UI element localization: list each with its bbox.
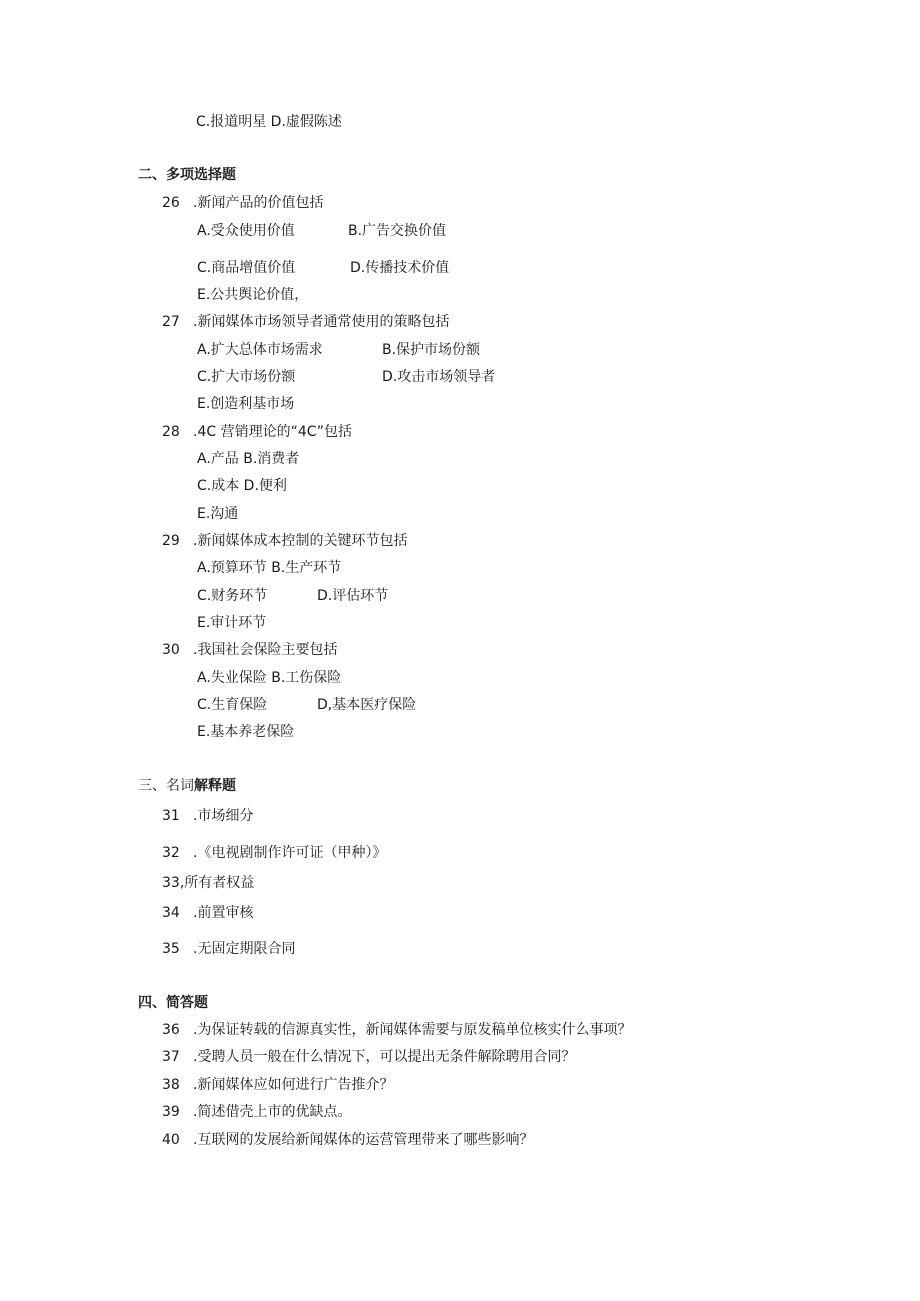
q33-text: 33,所有者权益 — [162, 875, 255, 891]
q26-option-a: A.受众使用价值 — [197, 223, 295, 239]
q30-number: 30 — [162, 642, 180, 658]
q30-option-e: E.基本养老保险 — [197, 724, 295, 740]
q35-text: .无固定期限合同 — [193, 941, 296, 957]
section-4-heading: 四、简答题 — [138, 995, 208, 1011]
q27-option-e: E.创造利基市场 — [197, 396, 295, 412]
q31-text: .市场细分 — [193, 808, 254, 824]
q26-option-c: C.商品增值价值 — [197, 260, 296, 276]
q34-text: .前置审核 — [193, 905, 254, 921]
q36-text: .为保证转载的信源真实性，新闻媒体需要与原发稿单位核实什么事项？ — [193, 1022, 632, 1038]
q30-option-d: D,基本医疗保险 — [317, 697, 417, 713]
q29-stem: .新闻媒体成本控制的关键环节包括 — [193, 533, 408, 549]
q38-text: .新闻媒体应如何进行广告推介？ — [193, 1077, 394, 1093]
q36-number: 36 — [162, 1022, 180, 1038]
section-3-heading — [138, 777, 236, 795]
q30-option-c: C.生育保险 — [197, 697, 268, 713]
q26-stem: .新闻产品的价值包括 — [193, 195, 324, 211]
q26-option-d: D.传播技术价值 — [350, 260, 450, 276]
q37-text: .受聘人员一般在什么情况下，可以提出无条件解除聘用合同？ — [193, 1049, 576, 1065]
q28-options-ab: A.产品 B.消费者 — [197, 451, 300, 467]
q27-stem: .新闻媒体市场领导者通常使用的策略包括 — [193, 314, 450, 330]
q28-options-cd: C.成本 D.便利 — [197, 478, 287, 494]
q25-options-cd: C.报道明星 D.虚假陈述 — [196, 114, 342, 130]
q37-number: 37 — [162, 1049, 180, 1065]
q39-number: 39 — [162, 1104, 180, 1120]
q29-option-c: C.财务环节 — [197, 588, 268, 604]
q27-number: 27 — [162, 314, 180, 330]
q28-number: 28 — [162, 424, 180, 440]
q34-number: 34 — [162, 905, 180, 921]
q26-option-e: E.公共舆论价值， — [197, 287, 309, 303]
q30-options-ab: A.失业保险 B.工伤保险 — [197, 670, 342, 686]
section-3-heading-bold: 解释题 — [194, 778, 236, 794]
q32-text: .《电视剧制作许可证（甲种）》 — [193, 845, 387, 861]
section-3-heading-plain: 三、名词 — [138, 778, 194, 794]
q27-option-d: D.攻击市场领导者 — [382, 369, 496, 385]
q28-option-e: E.沟通 — [197, 506, 239, 522]
q29-option-d: D.评估环节 — [317, 588, 389, 604]
q31-number: 31 — [162, 808, 180, 824]
q39-text: .简述借壳上市的优缺点。 — [193, 1104, 352, 1120]
q27-option-a: A.扩大总体市场需求 — [197, 342, 323, 358]
q28-stem: .4C 营销理论的“4C”包括 — [193, 424, 353, 440]
q27-option-c: C.扩大市场份额 — [197, 369, 296, 385]
q30-stem: .我国社会保险主要包括 — [193, 642, 338, 658]
q40-number: 40 — [162, 1132, 180, 1148]
q29-option-e: E.审计环节 — [197, 615, 267, 631]
q35-number: 35 — [162, 941, 180, 957]
q38-number: 38 — [162, 1077, 180, 1093]
q26-option-b: B.广告交换价值 — [348, 223, 447, 239]
q40-text: .互联网的发展给新闻媒体的运营管理带来了哪些影响？ — [193, 1132, 534, 1148]
q26-number: 26 — [162, 195, 180, 211]
q29-options-ab: A.预算环节 B.生产环节 — [197, 560, 342, 576]
q27-option-b: B.保护市场份额 — [382, 342, 481, 358]
q29-number: 29 — [162, 533, 180, 549]
section-2-heading: 二、多项选择题 — [138, 167, 236, 183]
q32-number: 32 — [162, 845, 180, 861]
